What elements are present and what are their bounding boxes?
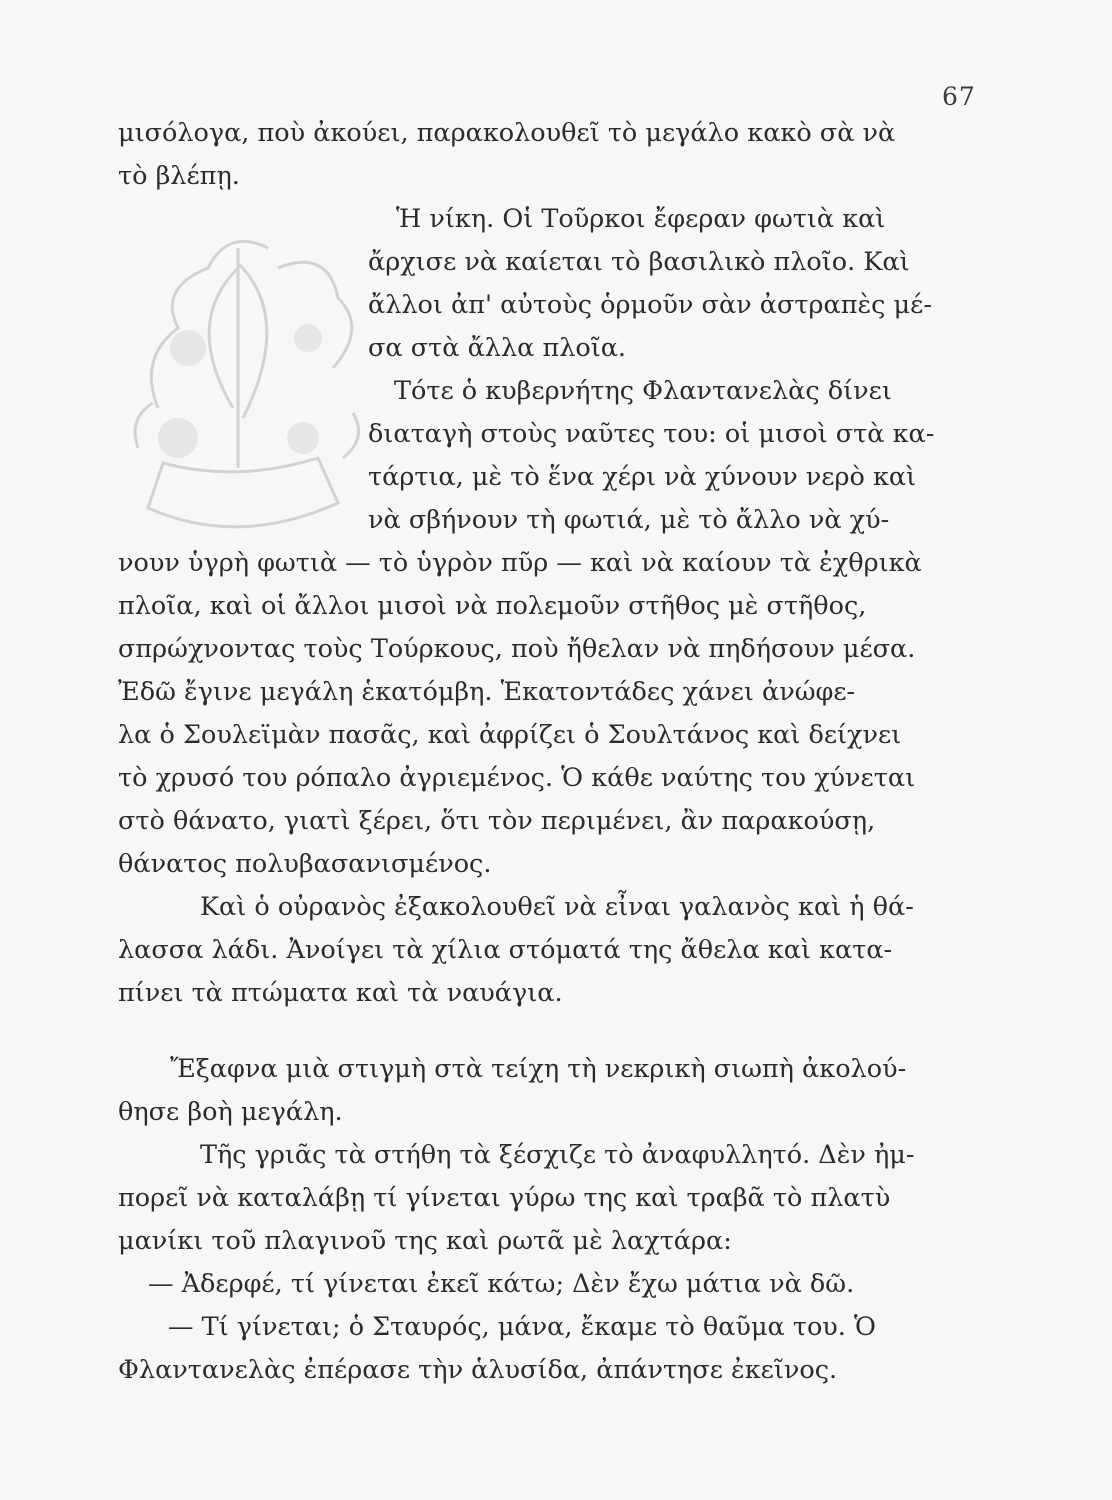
paragraph	[118, 370, 976, 671]
paragraph	[118, 1048, 976, 1134]
text-line: θάνατος πολυβασανισμένος.	[118, 849, 492, 879]
text-line: Φλαντανελὰς ἐπέρασε τὴν ἁλυσίδα, ἀπάντησε ἐκεῖνος.	[118, 1355, 838, 1385]
text-line: Τῆς γριᾶς τὰ στήθη τὰ ξέσχιζε τὸ ἀναφυλλητό. Δὲν ἠμ-	[200, 1140, 915, 1170]
text-line: σα στὰ ἄλλα πλοῖα.	[368, 333, 627, 363]
text-line: πορεῖ νὰ καταλάβῃ τί γίνεται γύρω της καὶ τραβᾶ τὸ πλατὺ	[118, 1183, 891, 1213]
text-line: τάρτια, μὲ τὸ ἕνα χέρι νὰ χύνουν νερὸ καὶ	[368, 462, 917, 492]
text-line: λασσα λάδι. Ἀνοίγει τὰ χίλια στόματά της ἄθελα καὶ κατα-	[118, 935, 893, 965]
text-line: νουν ὑγρὴ φωτιὰ — τὸ ὑγρὸν πῦρ — καὶ νὰ καίουν τὰ ἐχθρικὰ	[118, 548, 922, 578]
text-line: Ἔξαφνα μιὰ στιγμὴ στὰ τείχη τὴ νεκρικὴ σιωπὴ ἀκολού-	[170, 1054, 907, 1084]
text-line: μανίκι τοῦ πλαγινοῦ της καὶ ρωτᾶ μὲ λαχτάρα:	[118, 1226, 732, 1256]
paragraph	[118, 886, 976, 1015]
paragraph	[118, 1263, 976, 1306]
text-line: σπρώχνοντας τοὺς Τούρκους, ποὺ ἤθελαν νὰ πηδήσουν μέσα.	[118, 634, 916, 664]
text-line: Τότε ὁ κυβερνήτης Φλαντανελὰς δίνει	[394, 376, 892, 406]
page-number: 67	[942, 82, 976, 111]
text-line: τὸ χρυσό του ρόπαλο ἀγριεμένος. Ὁ κάθε ναύτης του χύνεται	[118, 763, 916, 793]
text-line: — Τί γίνεται; ὁ Σταυρός, μάνα, ἔκαμε τὸ θαῦμα του. Ὁ	[168, 1312, 876, 1342]
text-line: τὸ βλέπῃ.	[118, 161, 240, 191]
paragraph	[118, 1134, 976, 1263]
text-line: Καὶ ὁ οὐρανὸς ἐξακολουθεῖ νὰ εἶναι γαλανὸς καὶ ἡ θά-	[200, 892, 914, 922]
text-line: ἄλλοι ἀπ' αὐτοὺς ὁρμοῦν σὰν ἀστραπὲς μέ-	[368, 290, 932, 320]
text-line: πίνει τὰ πτώματα καὶ τὰ ναυάγια.	[118, 978, 563, 1008]
paragraph	[118, 112, 976, 198]
text-line: Ἐδῶ ἔγινε μεγάλη ἑκατόμβη. Ἑκατοντάδες χάνει ἀνώφε-	[118, 677, 856, 707]
text-line: διαταγὴ στοὺς ναῦτες του: οἱ μισοὶ στὰ κα-	[368, 419, 935, 449]
text-line: πλοῖα, καὶ οἱ ἄλλοι μισοὶ νὰ πολεμοῦν στῆθος μὲ στῆθος,	[118, 591, 867, 621]
text-line: λα ὁ Σουλεϊμὰν πασᾶς, καὶ ἀφρίζει ὁ Σουλτάνος καὶ δείχνει	[118, 720, 902, 750]
paragraph	[118, 1306, 976, 1392]
text-line: μισόλογα, ποὺ ἀκούει, παρακολουθεῖ τὸ μεγάλο κακὸ σὰ νὰ	[118, 118, 896, 148]
body-text	[118, 112, 976, 1392]
text-line: — Ἀδερφέ, τί γίνεται ἐκεῖ κάτω; Δὲν ἔχω μάτια νὰ δῶ.	[148, 1269, 855, 1299]
text-line: ἄρχισε νὰ καίεται τὸ βασιλικὸ πλοῖο. Καὶ	[368, 247, 910, 277]
text-line: θησε βοὴ μεγάλη.	[118, 1097, 343, 1127]
text-line: νὰ σβήνουν τὴ φωτιά, μὲ τὸ ἄλλο νὰ χύ-	[368, 505, 890, 535]
section-gap	[118, 1015, 976, 1048]
paragraph	[118, 198, 976, 370]
text-line: στὸ θάνατο, γιατὶ ξέρει, ὅτι τὸν περιμένει, ἂν παρακούσῃ,	[118, 806, 876, 836]
paragraph	[118, 671, 976, 886]
text-line: Ἡ νίκη. Οἱ Τοῦρκοι ἔφεραν φωτιὰ καὶ	[396, 204, 886, 234]
